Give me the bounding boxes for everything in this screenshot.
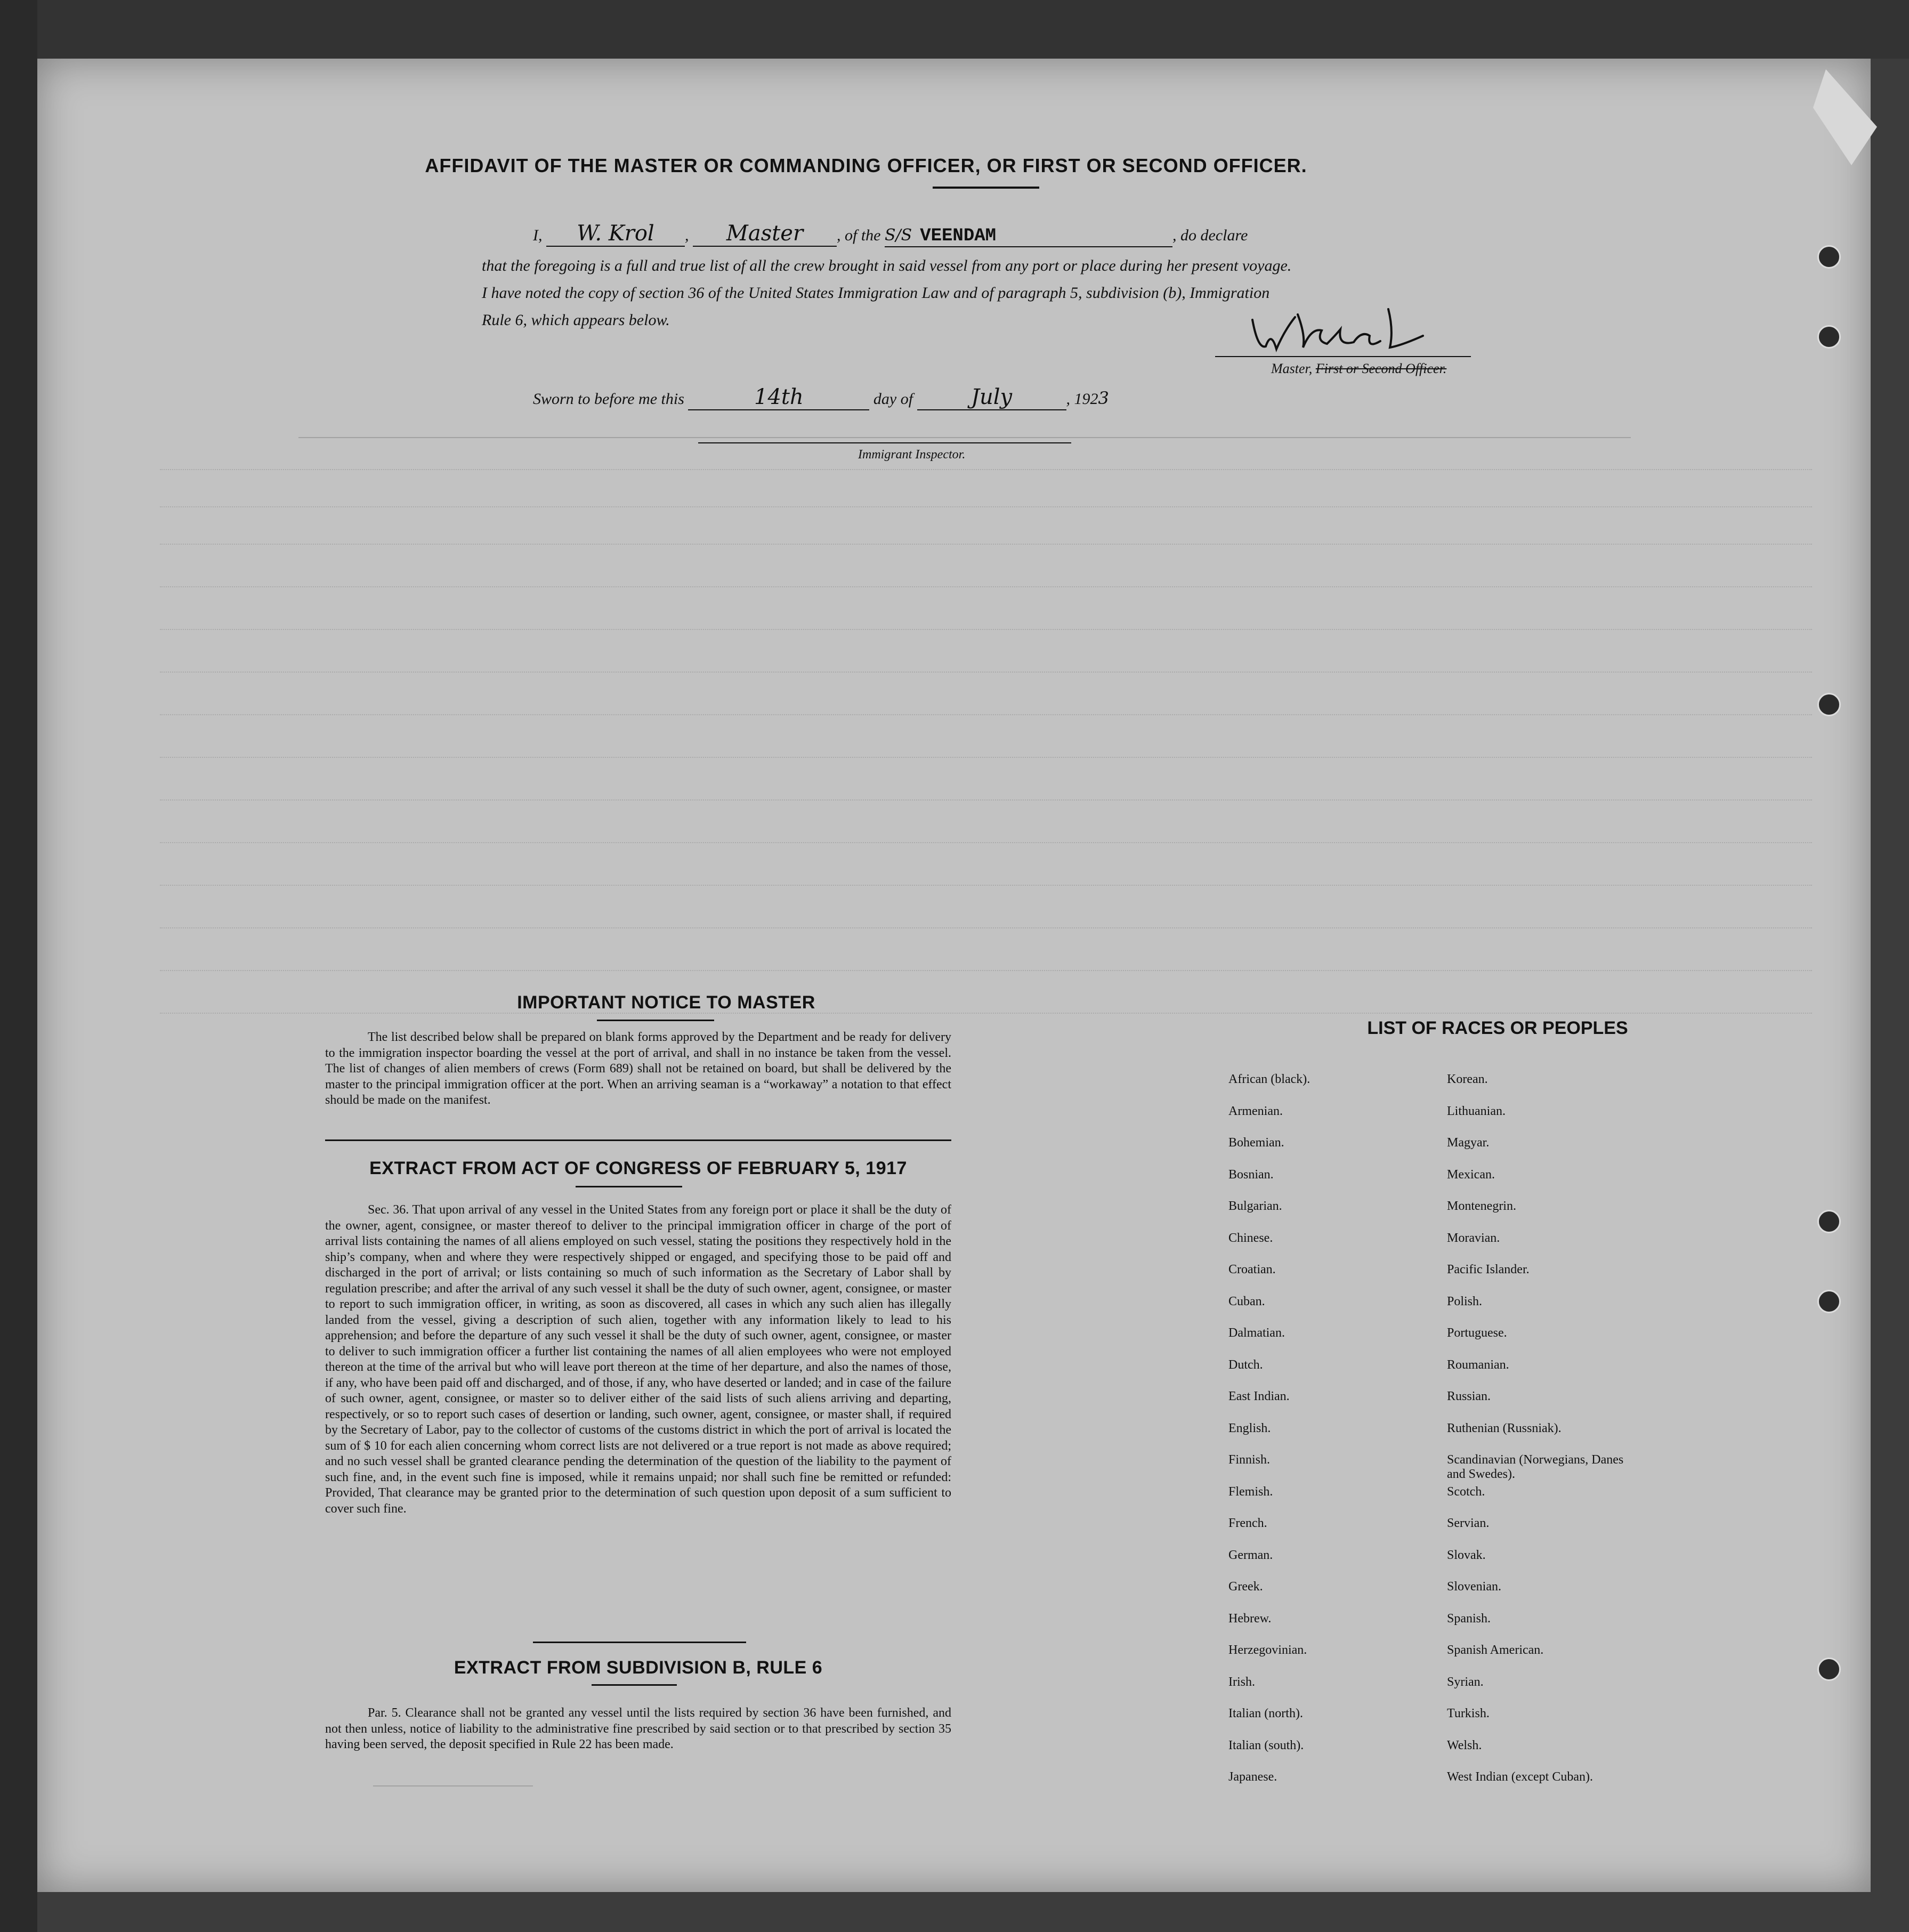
signature-icon — [1247, 298, 1439, 357]
race-item: African (black). — [1228, 1072, 1311, 1086]
race-item: Spanish American. — [1447, 1643, 1544, 1657]
signature-line — [1215, 356, 1471, 357]
rule-title-rule — [592, 1684, 677, 1686]
race-item: Spanish. — [1447, 1611, 1491, 1626]
race-item: Roumanian. — [1447, 1357, 1509, 1372]
races-title: LIST OF RACES OR PEOPLES — [1367, 1018, 1628, 1038]
day-of-label: day of — [873, 390, 913, 408]
race-item: Herzegovinian. — [1228, 1643, 1307, 1657]
race-item: Bulgarian. — [1228, 1199, 1282, 1213]
race-item: Cuban. — [1228, 1294, 1265, 1308]
race-item: Portuguese. — [1447, 1326, 1507, 1340]
bleed-row — [160, 842, 1812, 844]
affidavit-line-4: Rule 6, which appears below. — [482, 311, 670, 329]
inspector-line — [698, 442, 1071, 443]
bleed-row — [160, 714, 1812, 716]
race-item: Bohemian. — [1228, 1136, 1284, 1150]
act-extract-title: EXTRACT FROM ACT OF CONGRESS OF FEBRUARY 5, 1917 — [369, 1158, 907, 1178]
race-item: Bosnian. — [1228, 1167, 1274, 1182]
bleed-row — [160, 757, 1812, 759]
bleed-row — [160, 506, 1812, 508]
bleed-row — [160, 885, 1812, 887]
race-item: Irish. — [1228, 1675, 1255, 1689]
race-item: Flemish. — [1228, 1484, 1273, 1499]
race-item: Mexican. — [1447, 1167, 1495, 1182]
affidavit-rank-field — [693, 221, 837, 247]
struck-officer-label: First or Second Officer. — [1315, 361, 1447, 376]
sworn-month-field — [917, 385, 1066, 410]
race-item: East Indian. — [1228, 1389, 1290, 1403]
bleed-row — [160, 970, 1812, 972]
race-item: Lithuanian. — [1447, 1104, 1506, 1118]
sworn-month: July — [970, 385, 1013, 409]
bleed-row — [160, 544, 1812, 546]
affidavit-title: AFFIDAVIT OF THE MASTER OR COMMANDING OFFICER, OR FIRST OR SECOND OFFICER. — [425, 155, 1307, 176]
race-item: West Indian (except Cuban). — [1447, 1770, 1593, 1784]
race-item: Pacific Islander. — [1447, 1263, 1530, 1276]
affidavit-vessel-field — [885, 226, 1172, 247]
affidavit-declaration-line: I, W. Krol , Master , of the S/S VEENDAM , do declare — [533, 221, 1248, 246]
bleed-row — [160, 469, 1812, 471]
sworn-day-field — [688, 385, 869, 410]
race-item: French. — [1228, 1516, 1267, 1530]
rule-extract-title: EXTRACT FROM SUBDIVISION B, RULE 6 — [454, 1658, 823, 1678]
affidavit-name: W. Krol — [577, 221, 654, 246]
race-item: German. — [1228, 1548, 1273, 1562]
master-label: Master, — [1271, 361, 1313, 376]
race-item: Ruthenian (Russniak). — [1447, 1421, 1562, 1435]
race-item: Japanese. — [1228, 1770, 1277, 1784]
vessel-prefix: S/S — [885, 226, 912, 245]
affidavit-line-3: I have noted the copy of section 36 of the United States Immigration Law and of paragraph 5, subdivision (b), Immigration — [482, 284, 1270, 302]
race-item: Dalmatian. — [1228, 1326, 1285, 1340]
races-right-column — [1447, 1072, 1660, 1802]
affidavit-line-2: that the foregoing is a full and true list of all the crew brought in said vessel from any port or place during her present voyage. — [482, 257, 1292, 274]
race-item: Polish. — [1447, 1294, 1483, 1308]
bleed-row — [160, 586, 1812, 588]
section-divider — [325, 1139, 951, 1141]
race-item: Slovak. — [1447, 1548, 1486, 1562]
races-left-column — [1228, 1072, 1310, 1802]
bleed-row — [160, 629, 1812, 631]
affidavit-of-the: , of the — [837, 227, 881, 244]
race-item: Slovenian. — [1447, 1580, 1501, 1594]
race-item: Syrian. — [1447, 1675, 1484, 1689]
sworn-year-suffix: 3 — [1098, 388, 1109, 408]
bleed-rule — [298, 437, 1631, 438]
affidavit-rank: Master — [726, 221, 804, 246]
master-signature — [1247, 298, 1439, 357]
race-item: Moravian. — [1447, 1231, 1500, 1245]
race-item: Greek. — [1228, 1580, 1263, 1594]
affidavit-i: I, — [533, 227, 543, 244]
act-title-rule — [576, 1186, 682, 1187]
rule-extract-text: Par. 5. Clearance shall not be granted any vessel until the lists required by section 36 have been furnished, and not then unless, notice of liability to the administrative fine prescribed by said section or to that prescribed by section 35 having been served, the deposit specified in Rule 22 has been made. — [325, 1706, 951, 1751]
race-item: Welsh. — [1447, 1738, 1482, 1752]
race-item: Armenian. — [1228, 1104, 1283, 1118]
race-item: Servian. — [1447, 1516, 1490, 1530]
sworn-line — [533, 385, 1109, 410]
race-item: Hebrew. — [1228, 1611, 1272, 1626]
vessel-name: VEENDAM — [920, 226, 997, 246]
affidavit-name-field — [546, 221, 685, 247]
race-item: Croatian. — [1228, 1263, 1276, 1276]
race-item: Scandinavian (Norwegians, Danes and Swedes). — [1447, 1453, 1624, 1481]
race-item: Finnish. — [1228, 1453, 1271, 1467]
notice-text: The list described below shall be prepared on blank forms approved by the Department and be ready for delivery to the immigration inspector boarding the vessel at the port of arrival, and shall in no instance be taken from the vessel. The list of changes of alien members of crews (Form 689) shall not be retained on board, but shall be delivered by the master to the principal immigration officer at the port. When an arriving seaman is a “workaway” a notation to that effect should be made on the manifest. — [325, 1030, 951, 1107]
affidavit-do-declare: , do declare — [1172, 227, 1248, 244]
section-divider — [533, 1642, 746, 1643]
signature-caption — [1271, 361, 1446, 377]
race-item: Scotch. — [1447, 1484, 1485, 1499]
bleed-rule — [373, 1785, 533, 1787]
race-item: Korean. — [1447, 1072, 1488, 1086]
race-item: Turkish. — [1447, 1707, 1490, 1720]
race-item: Italian (north). — [1228, 1707, 1303, 1720]
inspector-label: Immigrant Inspector. — [858, 448, 966, 462]
bleed-row — [160, 672, 1812, 674]
race-item: Italian (south). — [1228, 1738, 1304, 1752]
title-underline — [933, 187, 1039, 189]
race-item: Montenegrin. — [1447, 1199, 1516, 1213]
sworn-year-prefix: , 192 — [1066, 390, 1098, 408]
bleed-row — [160, 799, 1812, 802]
race-item: English. — [1228, 1421, 1271, 1435]
race-item: Chinese. — [1228, 1231, 1273, 1245]
race-item: Russian. — [1447, 1389, 1491, 1403]
race-item: Dutch. — [1228, 1357, 1263, 1372]
act-extract-text: Sec. 36. That upon arrival of any vessel in the United States from any foreign port or place it shall be the duty of the owner, agent, consignee, or master thereof to deliver to the principal immigration officer in charge of the port of arrival lists containing the names of all aliens employed on such vessel, stating the positions they respectively hold in the ship’s company, when and where they were respectively shipped or engaged, and specifying those to be paid off and discharged in the port of arrival; or lists containing so much of such information as the Secretary of Labor shall by regulation prescribe; and after the arrival of any such vessel it shall be the duty of such owner, agent, consignee, or master to report to such immigration officer, in writing, as soon as discovered, all cases in which any such alien has illegally landed from the vessel, giving a description of such alien, together with any information likely to lead to his apprehension; and before the departure of any such vessel it shall be the duty of such owner, agent, consignee, or master to deliver to such immigration officer a further list containing the names of all alien employees who were not employed thereon at the time of the arrival but who will leave port thereon at the time of her departure, and also the names of those, if any, who have been paid off and discharged, and of those, if any, who have deserted or landed; and in case of the failure of such owner, agent, consignee, or master so to deliver either of the said lists of such aliens arriving and departing, respectively, or so to report such cases of desertion or landing, such owner, agent, consignee, or master shall, if required by the Secretary of Labor, pay to the collector of customs of the customs district in which the port of arrival is located the sum of $ 10 for each alien concerning whom correct lists are not delivered or a true report is not made as above required; and no such vessel shall be granted clearance pending the determination of the question of the liability to the payment of such fine, and, in the event such fine is imposed, while it remains unpaid; nor shall such fine be remitted or refunded: Provided, That clearance may be granted prior to the determination of such question upon deposit of a sum sufficient to cover such fine. — [325, 1203, 951, 1516]
sworn-label: Sworn to before me this — [533, 390, 684, 408]
sworn-day: 14th — [754, 385, 804, 409]
bleed-row — [160, 927, 1812, 929]
race-item: Magyar. — [1447, 1136, 1490, 1150]
notice-title-rule — [597, 1020, 714, 1021]
notice-title: IMPORTANT NOTICE TO MASTER — [517, 992, 815, 1013]
